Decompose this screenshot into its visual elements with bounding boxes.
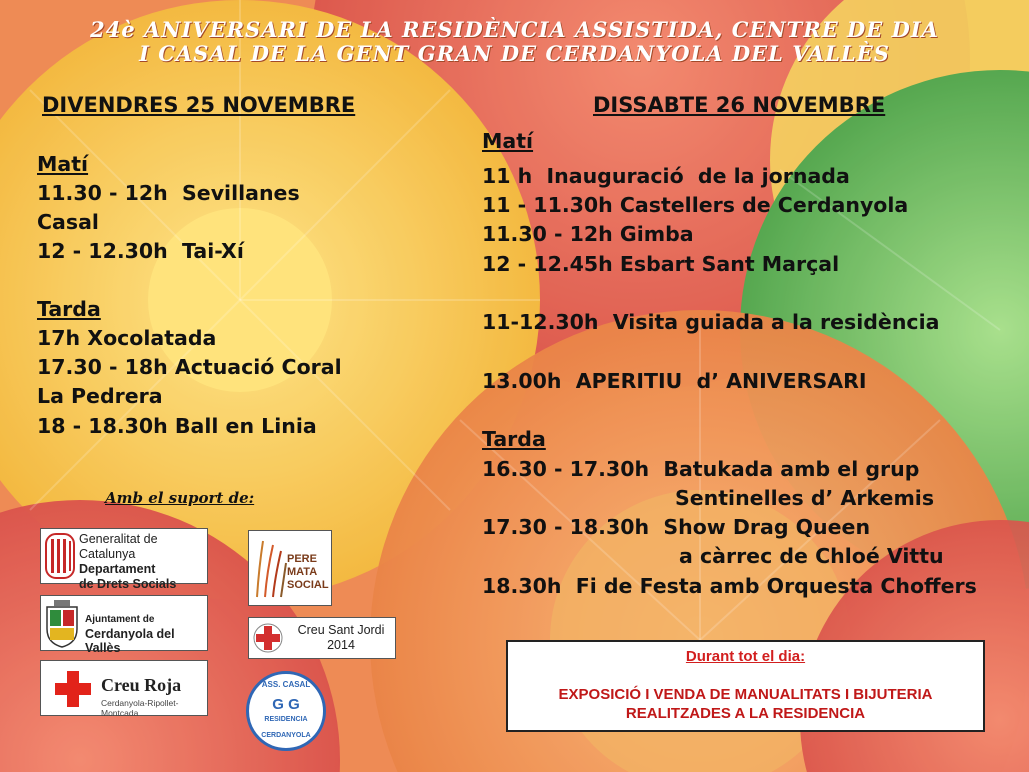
- title-line-1: 24è ANIVERSARI DE LA RESIDÈNCIA ASSISTIDA, CENTRE DE DIA: [90, 17, 939, 42]
- creu-roja-logo: [40, 660, 208, 716]
- creu-sant-jordi-logo: [248, 617, 396, 659]
- friday-mati-item: Casal: [37, 210, 99, 234]
- saturday-visita: 11-12.30h Visita guiada a la residència: [482, 310, 940, 334]
- pere-mata-line: SOCIAL: [287, 579, 329, 591]
- pere-mata-graphic-icon: [253, 537, 287, 601]
- saturday-mati-item: 11 - 11.30h Castellers de Cerdanyola: [482, 193, 909, 217]
- saturday-tarda-label: Tarda: [482, 427, 546, 451]
- senyera-icon: [45, 533, 75, 579]
- saturday-tarda-item: 16.30 - 17.30h Batukada amb el grup: [482, 457, 920, 481]
- creu-sant-jordi-line: 2014: [327, 638, 355, 652]
- saturday-mati-item: 11.30 - 12h Gimba: [482, 222, 694, 246]
- saturday-heading: DISSABTE 26 NOVEMBRE: [593, 93, 886, 117]
- ajuntament-logo: [40, 595, 208, 655]
- casal-badge-line: CERDANYOLA: [261, 732, 311, 739]
- friday-tarda-item: 17.30 - 18h Actuació Coral: [37, 355, 342, 379]
- casal-badge-line: ASS. CASAL: [261, 680, 311, 689]
- generalitat-line: de Drets Socials: [79, 577, 177, 591]
- title-line-2: I CASAL DE LA GENT GRAN DE CERDANYOLA DEL VALLÈS: [139, 41, 890, 66]
- saturday-tarda-item: a càrrec de Chloé Vittu: [679, 544, 944, 568]
- casal-badge: [246, 671, 326, 751]
- friday-tarda-item: 17h Xocolatada: [37, 326, 217, 350]
- all-day-notice: [506, 640, 985, 732]
- ajuntament-line: Cerdanyola del Vallès: [85, 627, 175, 655]
- generalitat-logo: [40, 528, 208, 591]
- generalitat-line: Departament: [79, 562, 156, 576]
- notice-line: REALITZADES A LA RESIDENCIA: [625, 705, 866, 722]
- friday-tarda-item: La Pedrera: [37, 384, 163, 408]
- notice-line: EXPOSICIÓ I VENDA DE MANUALITATS I BIJUTERIA: [558, 686, 933, 703]
- creu-sant-jordi-line: Creu Sant Jordi: [297, 623, 385, 637]
- saturday-aperitiu: 13.00h APERITIU d’ ANIVERSARI: [482, 369, 867, 393]
- saturday-mati-item: 11 h Inauguració de la jornada: [482, 164, 850, 188]
- support-label: Amb el suport de:: [105, 489, 255, 507]
- pere-mata-line: MATA: [287, 566, 318, 578]
- friday-tarda-label: Tarda: [37, 297, 101, 321]
- st-george-cross-icon: [253, 623, 283, 653]
- friday-tarda-item: 18 - 18.30h Ball en Linia: [37, 414, 317, 438]
- casal-badge-line: RESIDENCIA: [264, 716, 308, 723]
- creu-roja-location: Cerdanyola-Ripollet-Montcada: [101, 698, 179, 718]
- creu-roja-name: Creu Roja: [101, 675, 182, 695]
- casal-badge-line: G G: [272, 696, 300, 713]
- pere-mata-line: PERE: [287, 553, 317, 565]
- poster-title: [0, 18, 1029, 66]
- pere-mata-logo: [248, 530, 332, 606]
- saturday-tarda-item: 17.30 - 18.30h Show Drag Queen: [482, 515, 871, 539]
- saturday-tarda-item: 18.30h Fi de Festa amb Orquesta Choffers: [482, 574, 977, 598]
- friday-mati-item: 11.30 - 12h Sevillanes: [37, 181, 300, 205]
- friday-heading: DIVENDRES 25 NOVEMBRE: [42, 93, 356, 117]
- saturday-mati-item: 12 - 12.45h Esbart Sant Marçal: [482, 252, 840, 276]
- saturday-mati-label: Matí: [482, 129, 534, 153]
- ajuntament-line: Ajuntament de: [85, 614, 155, 625]
- shield-icon: [44, 599, 80, 649]
- saturday-tarda-item: Sentinelles d’ Arkemis: [675, 486, 935, 510]
- notice-heading: Durant tot el dia:: [685, 648, 806, 665]
- friday-mati-item: 12 - 12.30h Tai-Xí: [37, 239, 244, 263]
- friday-mati-label: Matí: [37, 152, 89, 176]
- red-cross-icon: [53, 669, 93, 709]
- generalitat-line: Generalitat de Catalunya: [79, 532, 158, 561]
